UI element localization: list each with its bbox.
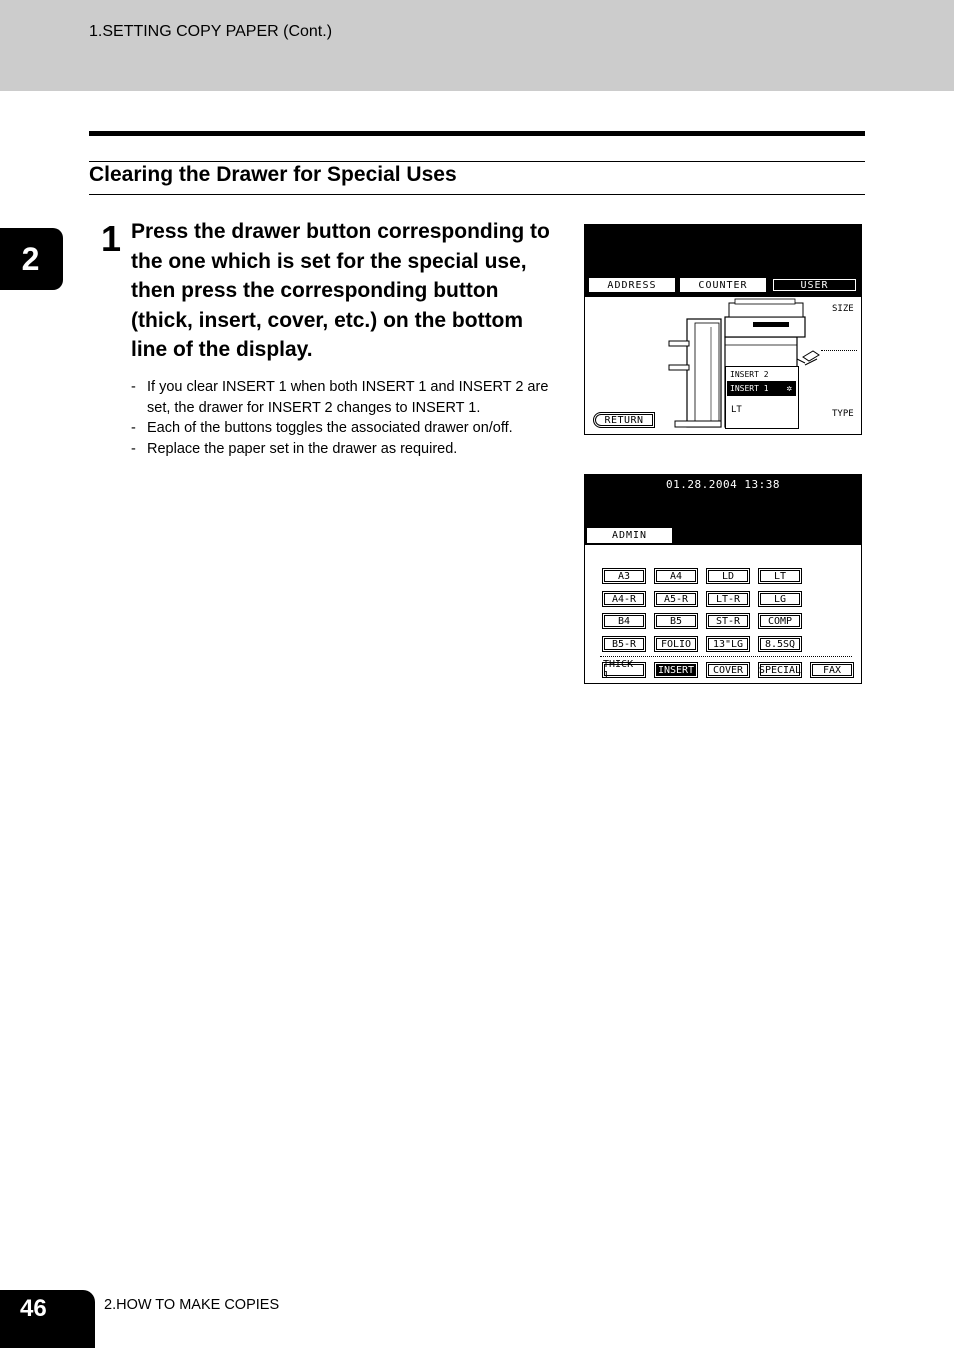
note-dash: - xyxy=(131,420,136,436)
step-line: then press the corresponding button xyxy=(131,279,499,302)
paper-size-button[interactable]: B5-R xyxy=(602,636,646,652)
running-title: 1.SETTING COPY PAPER (Cont.) xyxy=(89,23,333,40)
note-item xyxy=(131,377,571,418)
header-band xyxy=(0,0,954,91)
type-dotted-rule xyxy=(821,350,857,351)
paper-size-button[interactable]: 8.5SQ xyxy=(758,636,802,652)
paper-size-button[interactable]: ST-R xyxy=(706,613,750,629)
return-button[interactable]: RETURN xyxy=(593,412,655,428)
thick1-button[interactable]: THICK 1 xyxy=(602,662,646,678)
drawer-insert2[interactable]: INSERT 2 xyxy=(727,368,796,382)
section-title: Clearing the Drawer for Special Uses xyxy=(89,163,457,186)
drawer-insert1[interactable] xyxy=(727,382,796,396)
insert-button[interactable]: INSERT xyxy=(654,662,698,678)
step-line: the one which is set for the special use, xyxy=(131,249,527,273)
note-text: If you clear INSERT 1 when both INSERT 1 and INSERT 2 are set, the drawer for INSERT 2 changes to INSERT 1. xyxy=(147,379,549,416)
step-number: 1 xyxy=(101,218,122,259)
chapter-tab: 2 xyxy=(0,228,63,290)
note-dash: - xyxy=(131,379,136,395)
paper-size-button[interactable]: A4 xyxy=(654,568,698,584)
paper-size-button[interactable]: B4 xyxy=(602,613,646,629)
section-rule-thick xyxy=(89,131,865,136)
type-label: TYPE xyxy=(832,409,854,419)
note-text: Replace the paper set in the drawer as required. xyxy=(147,440,458,457)
tab-counter[interactable]: COUNTER xyxy=(679,277,767,293)
drawer-active-icon: ✲ xyxy=(786,384,792,394)
fax-button[interactable]: FAX xyxy=(810,662,854,678)
paper-size-button[interactable]: LD xyxy=(706,568,750,584)
paper-size-button[interactable]: LT xyxy=(758,568,802,584)
section-rule-bottom xyxy=(89,194,865,195)
paper-size-button[interactable]: COMP xyxy=(758,613,802,629)
paper-size-button[interactable]: A4-R xyxy=(602,591,646,607)
paper-size-button[interactable]: A5-R xyxy=(654,591,698,607)
section-rule-top xyxy=(89,161,865,162)
size-label: SIZE xyxy=(832,304,854,314)
special-button[interactable]: SPECIAL xyxy=(758,662,802,678)
step-line: (thick, insert, cover, etc.) on the bottom xyxy=(131,308,524,332)
paper-size-button[interactable]: 13"LG xyxy=(706,636,750,652)
bottom-dotted-rule xyxy=(600,656,852,657)
cover-button[interactable]: COVER xyxy=(706,662,750,678)
drawer-insert1-label: INSERT 1 xyxy=(730,384,769,393)
note-dash: - xyxy=(131,440,136,457)
paper-size-button[interactable]: B5 xyxy=(654,613,698,629)
note-item xyxy=(131,439,571,460)
step-notes xyxy=(131,377,571,459)
datetime-display: 01.28.2004 13:38 xyxy=(666,478,780,491)
drawer-paper-size: LT xyxy=(731,405,742,415)
tab-user[interactable]: USER xyxy=(771,277,858,293)
step-line: line of the display. xyxy=(131,338,313,361)
note-text: Each of the buttons toggles the associated drawer on/off. xyxy=(147,420,513,436)
note-item xyxy=(131,418,571,439)
paper-size-button[interactable]: LG xyxy=(758,591,802,607)
drawer-screen xyxy=(584,224,862,435)
tab-admin[interactable]: ADMIN xyxy=(586,527,673,544)
page-number: 46 xyxy=(0,1290,95,1348)
step-line: Press the drawer button corresponding to xyxy=(131,220,550,243)
paper-size-button[interactable]: A3 xyxy=(602,568,646,584)
tab-address[interactable]: ADDRESS xyxy=(588,277,676,293)
paper-type-screen xyxy=(584,474,862,684)
chapter-title: 2.HOW TO MAKE COPIES xyxy=(104,1297,280,1313)
paper-size-button[interactable]: FOLIO xyxy=(654,636,698,652)
paper-size-button[interactable]: LT-R xyxy=(706,591,750,607)
step-instruction xyxy=(131,217,571,365)
